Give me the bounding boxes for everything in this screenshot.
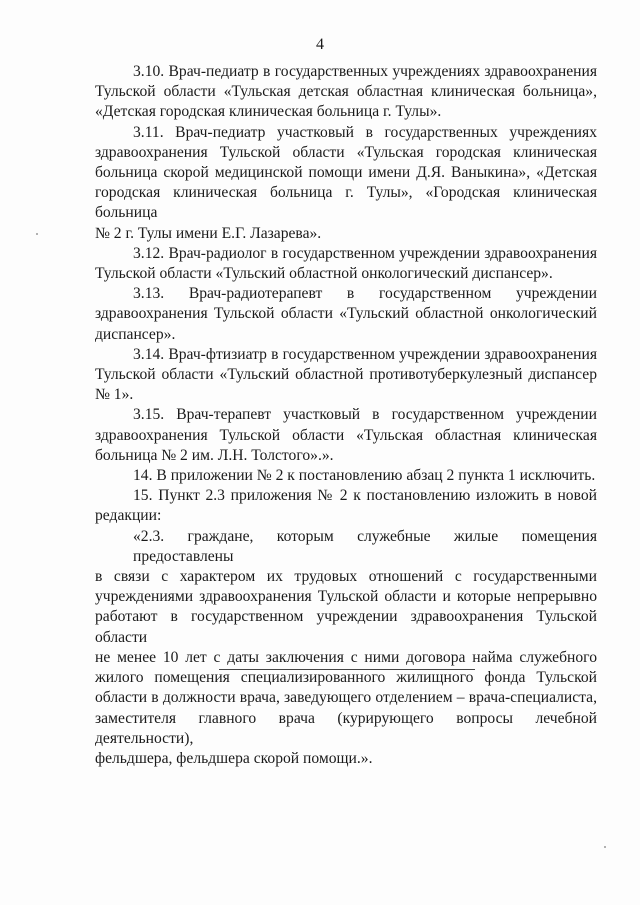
text-line: здравоохранения Тульской области «Тульская городская клиническая [95,143,597,161]
paragraph-15 [95,486,597,526]
text-line: 15. Пункт 2.3 приложения № 2 к постановлению изложить в новой [133,487,597,505]
paragraph-3-12 [95,244,597,284]
text-line: 3.11. Врач-педиатр участковый в государственных учреждениях [133,123,597,141]
text-line: «2.3. граждане, которым служебные жилые помещения предоставлены [133,527,597,565]
text-line: больница скорой медицинской помощи имени Д.Я. Ваныкина», «Детская [95,164,597,182]
text-line: 3.15. Врач-терапевт участковый в государственном учреждении [133,406,597,424]
paragraph-3-14 [95,345,597,406]
text-line: № 2 г. Тулы имени Е.Г. Лазарева». [95,224,322,242]
paragraph-3-10 [95,62,597,123]
text-line: здравоохранения Тульской области «Тульская областная клиническая [95,426,597,444]
text-line: Тульской области «Тульский областной противотуберкулезный диспансер [95,366,597,384]
text-line: редакции: [95,507,162,525]
page-number: 4 [316,36,324,53]
paragraph-3-13 [95,284,597,345]
paragraph-3-11 [95,123,597,244]
text-line: заместителя главного врача (курирующего вопросы лечебной деятельности), [95,709,597,747]
text-line: 14. В приложении № 2 к постановлению абзац 2 пункта 1 исключить. [133,467,596,485]
text-line: 3.10. Врач-педиатр в государственных учреждениях здравоохранения [133,63,597,80]
end-separator-line [219,669,475,670]
text-line: 3.14. Врач-фтизиатр в государственном учреждении здравоохранения [133,345,597,363]
paragraph-14 [95,466,597,486]
text-line: «Детская городская клиническая больница г. Тулы». [95,103,442,121]
text-line: не менее 10 лет с даты заключения с ними договора найма служебного [95,648,597,666]
text-line: 3.13. Врач-радиотерапевт в государственном учреждении [133,285,597,303]
document-body [95,62,597,769]
text-line: жилого помещения специализированного жилищного фонда Тульской [95,669,597,687]
text-line: № 1». [95,386,134,404]
text-line: Тульской области «Тульская детская областная клиническая больница», [95,83,597,101]
text-line: больница № 2 им. Л.Н. Толстого».». [95,446,334,464]
text-line: городская клиническая больница г. Тулы», «Городская клиническая больница [95,184,597,222]
scan-speck [36,233,38,235]
text-line: фельдшера, фельдшера скорой помощи.». [95,749,373,767]
scan-speck [604,846,606,848]
text-line: Тульской области «Тульский областной онкологический диспансер». [95,265,553,283]
text-line: в связи с характером их трудовых отношений с государственными [95,568,597,586]
paragraph-3-15 [95,405,597,466]
text-line: диспансер». [95,325,176,343]
text-line: учреждениями здравоохранения Тульской области и которые непрерывно [95,588,597,606]
text-line: здравоохранения Тульской области «Тульский областной онкологический [95,305,597,323]
text-line: области в должности врача, заведующего отделением – врача-специалиста, [95,689,597,707]
paragraph-2-3-quote [95,527,597,769]
text-line: 3.12. Врач-радиолог в государственном учреждении здравоохранения [133,244,597,262]
text-line: работают в государственном учреждении здравоохранения Тульской области [95,608,597,646]
